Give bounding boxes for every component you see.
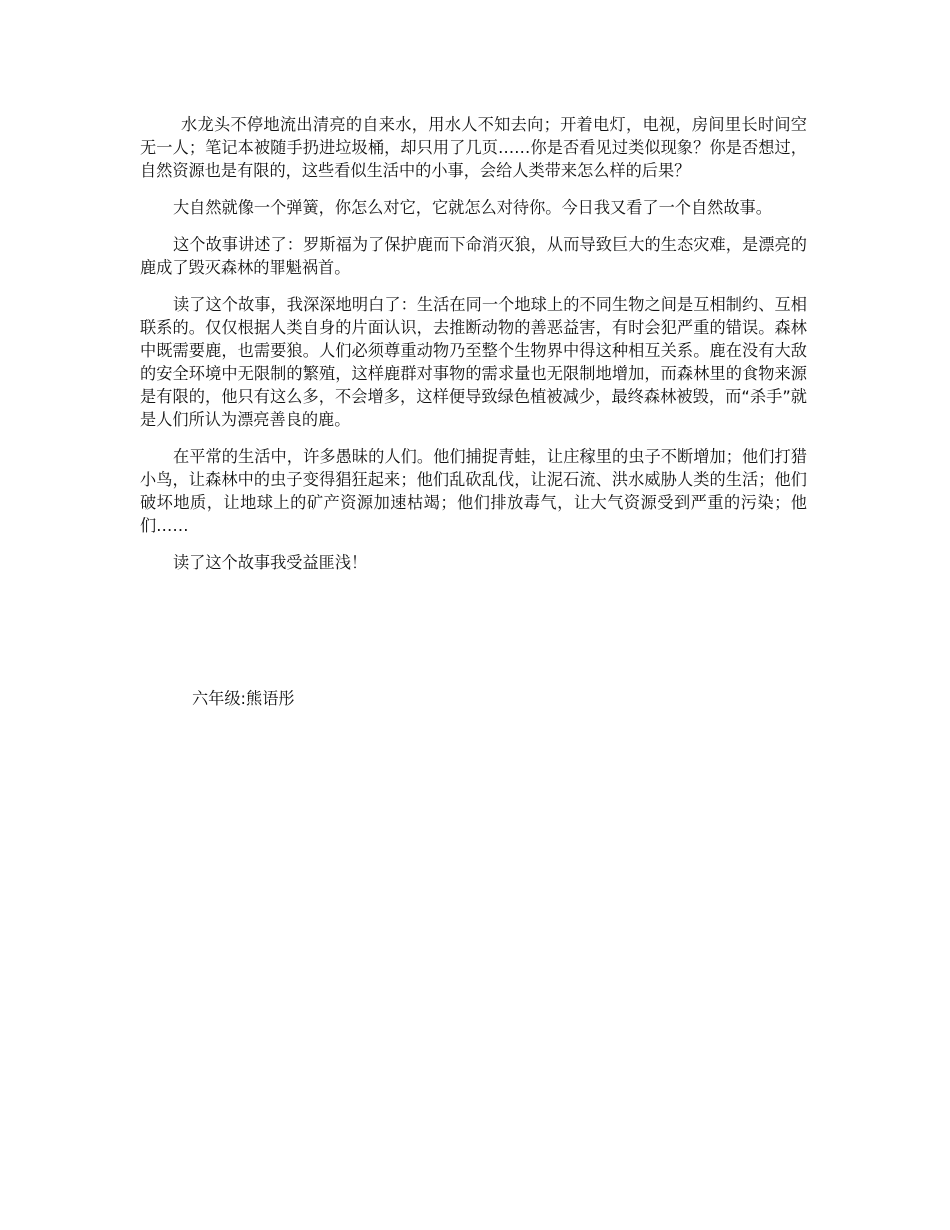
paragraph-5: 在平常的生活中，许多愚昧的人们。他们捕捉青蛙，让庄稼里的虫子不断增加；他们打猎小鸟，让森林中的虫子变得猖狂起来；他们乱砍乱伐，让泥石流、洪水威胁人类的生活；他们破坏地质，让地球上的矿产资源加速枯竭；他们排放毒气，让大气资源受到严重的污染；他们…… <box>140 447 807 535</box>
essay-body <box>140 113 807 588</box>
author-signature: 六年级:熊语彤 <box>192 689 295 708</box>
paragraph-2: 大自然就像一个弹簧，你怎么对它，它就怎么对待你。今日我又看了一个自然故事。 <box>173 198 772 217</box>
paragraph-3: 这个故事讲述了：罗斯福为了保护鹿而下命消灭狼，从而导致巨大的生态灾难，是漂亮的鹿成了毁灭森林的罪魁祸首。 <box>140 235 807 277</box>
paragraph-4: 读了这个故事，我深深地明白了：生活在同一个地球上的不同生物之间是互相制约、互相联系的。仅仅根据人类自身的片面认识，去推断动物的善恶益害，有时会犯严重的错误。森林中既需要鹿，也需要狼。人们必须尊重动物乃至整个生物界中得这种相互关系。鹿在没有大敌的安全环境中无限制的繁殖，这样鹿群对事物的需求量也无限制地增加，而森林里的食物来源是有限的，他只有这么多，不会增多，这样便导致绿色植被减少，最终森林被毁，而“杀手”就是人们所认为漂亮善良的鹿。 <box>140 295 807 429</box>
paragraph-6: 读了这个故事我受益匪浅！ <box>173 553 368 572</box>
paragraph-1: 水龙头不停地流出清亮的自来水，用水人不知去向；开着电灯，电视，房间里长时间空无一人；笔记本被随手扔进垃圾桶，却只用了几页……你是否看见过类似现象？你是否想过，自然资源也是有限的，这些看似生活中的小事，会给人类带来怎么样的后果？ <box>140 115 807 180</box>
